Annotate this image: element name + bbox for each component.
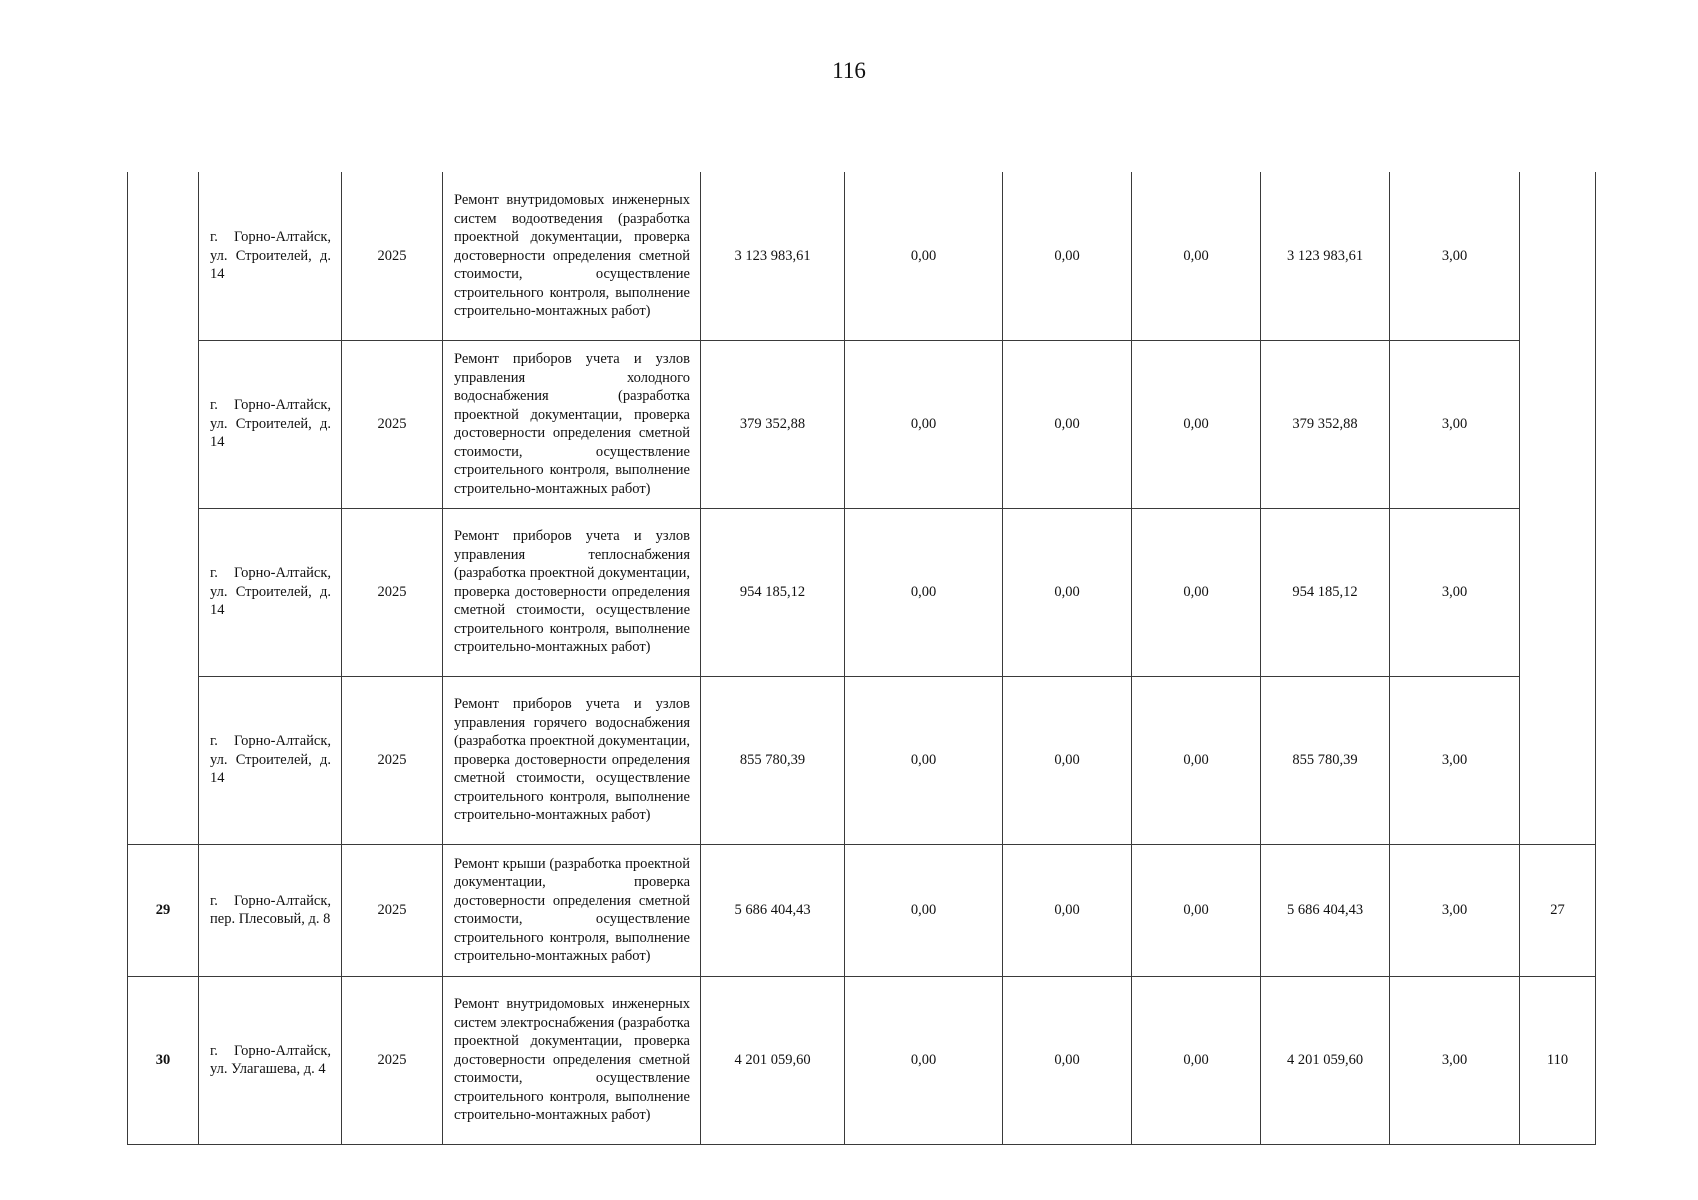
value-cell: 0,00 [1003,172,1132,340]
row-number-cell [128,172,199,844]
work-description-cell: Ремонт приборов учета и узлов управления теплоснабжения (разработка проектной документации, проверка достоверности определения сметной стоимости, осуществление строительного контроля, выполнение строительно-монтажных работ) [443,508,701,676]
row-number-cell: 29 [128,844,199,976]
value-cell: 0,00 [1003,508,1132,676]
total-cost-cell: 954 185,12 [701,508,845,676]
value-cell: 0,00 [1003,340,1132,508]
value-cell: 0,00 [1132,844,1261,976]
value-cell: 0,00 [845,340,1003,508]
value-cell: 3,00 [1390,508,1520,676]
address-cell: г. Горно-Алтайск, ул. Строителей, д. 14 [199,676,342,844]
work-description-cell: Ремонт внутридомовых инженерных систем электроснабжения (разработка проектной документации, проверка достоверности определения сметной стоимости, осуществление строительного контроля, выполнение строительно-монтажных работ) [443,976,701,1144]
table-row [128,676,1596,844]
value-cell: 0,00 [1003,676,1132,844]
year-cell: 2025 [342,676,443,844]
value-cell: 0,00 [1132,172,1261,340]
address-cell: г. Горно-Алтайск, ул. Строителей, д. 14 [199,340,342,508]
value-cell: 3,00 [1390,340,1520,508]
value-cell: 5 686 404,43 [1261,844,1390,976]
value-cell: 0,00 [845,844,1003,976]
value-cell: 27 [1520,844,1596,976]
year-cell: 2025 [342,172,443,340]
year-cell: 2025 [342,844,443,976]
address-cell: г. Горно-Алтайск, пер. Плесовый, д. 8 [199,844,342,976]
table-row [128,844,1596,976]
value-cell: 3 123 983,61 [1261,172,1390,340]
value-cell: 0,00 [845,976,1003,1144]
value-cell: 954 185,12 [1261,508,1390,676]
value-cell: 0,00 [1132,676,1261,844]
address-cell: г. Горно-Алтайск, ул. Строителей, д. 14 [199,172,342,340]
table-row [128,508,1596,676]
value-cell: 0,00 [1132,508,1261,676]
year-cell: 2025 [342,508,443,676]
value-cell: 4 201 059,60 [1261,976,1390,1144]
total-cost-cell: 379 352,88 [701,340,845,508]
table-row [128,172,1596,340]
work-description-cell: Ремонт внутридомовых инженерных систем водоотведения (разработка проектной документации, проверка достоверности определения сметной стоимости, осуществление строительного контроля, выполнение строительно-монтажных работ) [443,172,701,340]
value-cell: 0,00 [845,508,1003,676]
value-cell: 0,00 [1132,976,1261,1144]
value-cell: 379 352,88 [1261,340,1390,508]
value-cell: 3,00 [1390,976,1520,1144]
total-cost-cell: 5 686 404,43 [701,844,845,976]
value-cell: 3,00 [1390,844,1520,976]
year-cell: 2025 [342,340,443,508]
repair-program-table [127,172,1596,1145]
value-cell: 0,00 [845,172,1003,340]
value-cell: 0,00 [1003,976,1132,1144]
value-cell [1520,172,1596,844]
year-cell: 2025 [342,976,443,1144]
value-cell: 110 [1520,976,1596,1144]
value-cell: 0,00 [1003,844,1132,976]
work-description-cell: Ремонт крыши (разработка проектной документации, проверка достоверности определения сметной стоимости, осуществление строительного контроля, выполнение строительно-монтажных работ) [443,844,701,976]
work-description-cell: Ремонт приборов учета и узлов управления горячего водоснабжения (разработка проектной документации, проверка достоверности определения сметной стоимости, осуществление строительного контроля, выполнение строительно-монтажных работ) [443,676,701,844]
total-cost-cell: 3 123 983,61 [701,172,845,340]
value-cell: 0,00 [845,676,1003,844]
value-cell: 3,00 [1390,676,1520,844]
value-cell: 0,00 [1132,340,1261,508]
value-cell: 3,00 [1390,172,1520,340]
row-number-cell: 30 [128,976,199,1144]
total-cost-cell: 855 780,39 [701,676,845,844]
table-row [128,976,1596,1144]
address-cell: г. Горно-Алтайск, ул. Строителей, д. 14 [199,508,342,676]
address-cell: г. Горно-Алтайск, ул. Улагашева, д. 4 [199,976,342,1144]
total-cost-cell: 4 201 059,60 [701,976,845,1144]
table-row [128,340,1596,508]
page-number: 116 [832,58,866,83]
work-description-cell: Ремонт приборов учета и узлов управления холодного водоснабжения (разработка проектной документации, проверка достоверности определения сметной стоимости, осуществление строительного контроля, выполнение строительно-монтажных работ) [443,340,701,508]
value-cell: 855 780,39 [1261,676,1390,844]
